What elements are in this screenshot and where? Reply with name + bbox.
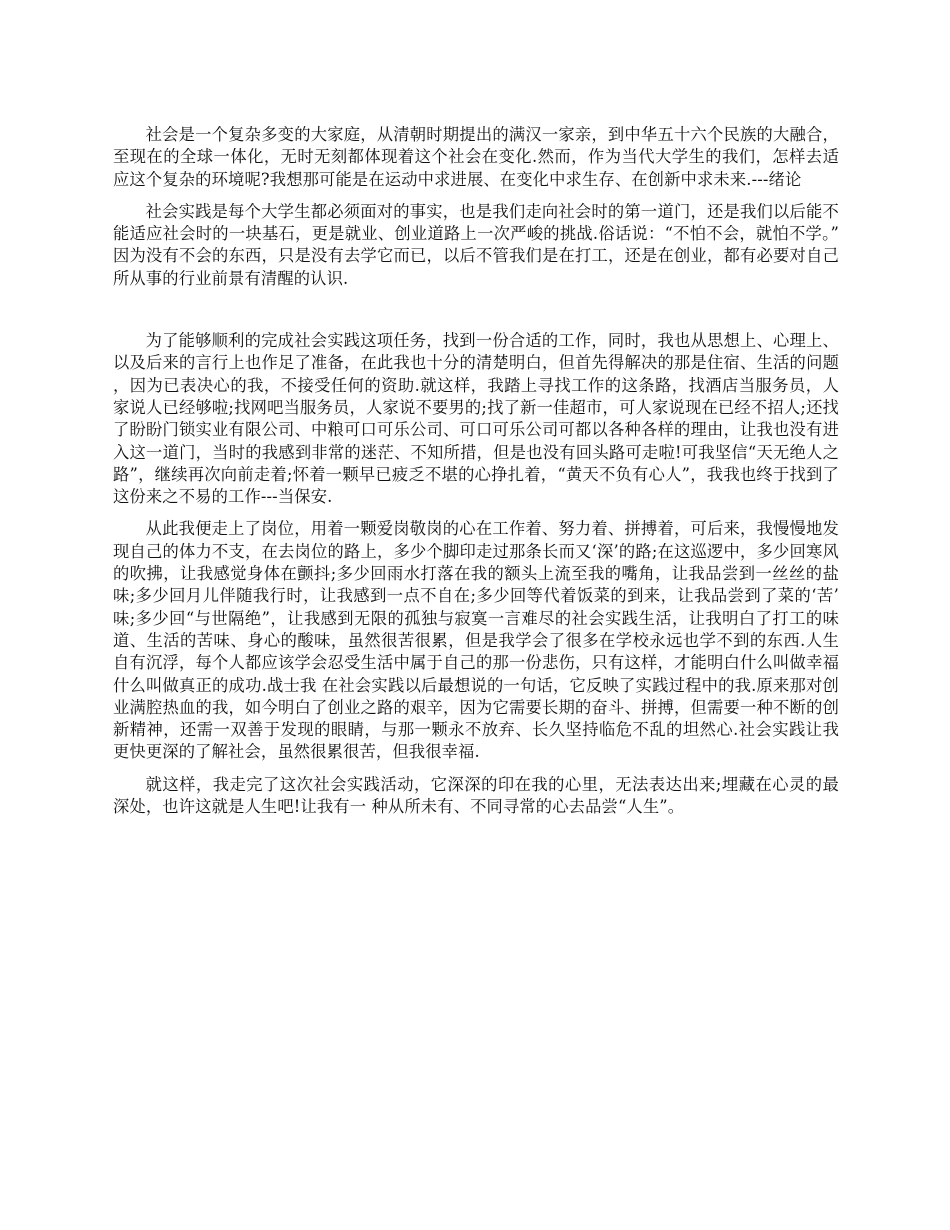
document-body bbox=[113, 124, 839, 818]
paragraph-gap bbox=[113, 764, 839, 774]
paragraph-intro: 社会是一个复杂多变的大家庭，从清朝时期提出的满汉一家亲，到中华五十六个民族的大融合，至现在的全球一体化，无时无刻都体现着这个社会在变化.然而，作为当代大学生的我们，怎样去适应这个复杂的环境呢?我想那可能是在运动中求进展、在变化中求生存、在创新中求未来.---绪论 bbox=[113, 125, 839, 189]
paragraph-social-practice: 社会实践是每个大学生都必须面对的事实，也是我们走向社会时的第一道门，还是我们以后能不能适应社会时的一块基石，更是就业、创业道路上一次严峻的挑战.俗话说：“不怕不会，就怕不学。”因为没有不会的东西，只是没有去学它而已，以后不管我们是在打工，还是在创业，都有必要对自己所从事的行业前景有清醒的认识. bbox=[113, 201, 839, 288]
paragraph-conclusion: 就这样，我走完了这次社会实践活动，它深深的印在我的心里，无法表达出来;埋藏在心灵的最深处，也许这就是人生吧!让我有一 种从所未有、不同寻常的心去品尝“人生”。 bbox=[113, 774, 839, 817]
paragraph-job-search: 为了能够顺利的完成社会实践这项任务，找到一份合适的工作，同时，我也从思想上、心理上、以及后来的言行上也作足了准备，在此我也十分的清楚明白，但首先得解决的那是住宿、生活的问题，因为已表决心的我，不接受任何的资助.就这样，我踏上寻找工作的这条路，找酒店当服务员，人家说人已经够啦;找网吧当服务员，人家说不要男的;找了新一佳超市，可人家说现在已经不招人;还找了盼盼门锁实业有限公司、中粮可口可乐公司、可口可乐公司可都以各种各样的理由，让我也没有进入这一道门，当时的我感到非常的迷茫、不知所措，但是也没有回头路可走啦!可我坚信“天无绝人之路”，继续再次向前走着;怀着一颗早已疲乏不堪的心挣扎着，“黄天不负有心人”，我我也终于找到了这份来之不易的工作---当保安. bbox=[113, 331, 839, 507]
paragraph-gap bbox=[113, 508, 839, 518]
section-gap bbox=[113, 290, 839, 330]
paragraph-gap bbox=[113, 191, 839, 201]
paragraph-work-experience: 从此我便走上了岗位，用着一颗爱岗敬岗的心在工作着、努力着、拼搏着，可后来，我慢慢地发现自己的体力不支，在去岗位的路上，多少个脚印走过那条长而又‘深’的路;在这巡逻中，多少回寒风的吹拂，让我感觉身体在颤抖;多少回雨水打落在我的额头上流至我的嘴角，让我品尝到一丝丝的盐味;多少回月儿伴随我行时，让我感到一点不自在;多少回等代着饭菜的到来，让我品尝到了菜的‘苦’味;多少回“与世隔绝”，让我感到无限的孤独与寂寞一言难尽的社会实践生活，让我明白了打工的味道、生活的苦味、身心的酸味，虽然很苦很累，但是我学会了很多在学校永远也学不到的东西.人生自有沉浮，每个人都应该学会忍受生活中属于自己的那一份悲伤，只有这样，才能明白什么叫做幸福什么叫做真正的成功.战士我 在社会实践以后最想说的一句话，它反映了实践过程中的我.原来那对创业满腔热血的我，如今明白了创业之路的艰辛，因为它需要长期的奋斗、拼搏，但需要一种不断的创新精神，还需一双善于发现的眼睛，与那一颗永不放弃、长久坚持临危不乱的坦然心.社会实践让我更快更深的了解社会，虽然很累很苦，但我很幸福. bbox=[113, 519, 839, 762]
